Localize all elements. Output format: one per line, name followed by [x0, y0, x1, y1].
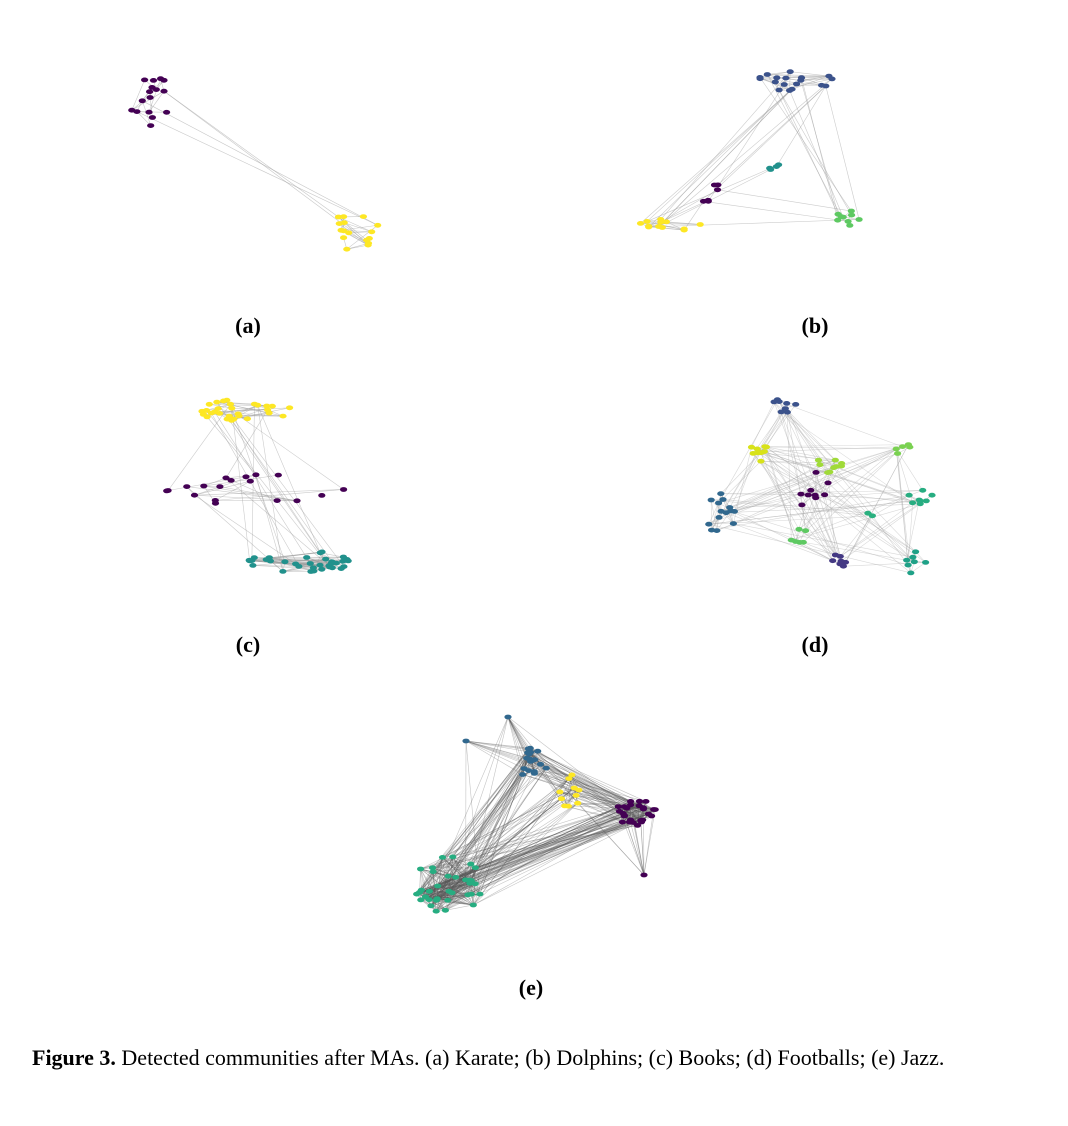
network-node [206, 402, 213, 407]
network-node [449, 855, 456, 860]
network-node [368, 229, 375, 234]
network-node [756, 75, 763, 80]
network-node [782, 76, 789, 81]
network-node [341, 220, 348, 225]
network-node [834, 218, 841, 223]
network-node [448, 890, 455, 895]
network-node [556, 790, 563, 795]
network-node [526, 757, 533, 762]
network-node [543, 766, 550, 771]
network-node [812, 495, 819, 500]
karate-network-graph [0, 0, 534, 300]
network-node [467, 862, 474, 867]
network-node [645, 812, 652, 817]
network-node [525, 768, 532, 773]
network-node [838, 559, 845, 564]
network-node [228, 406, 235, 411]
network-node [208, 411, 215, 416]
network-node [281, 559, 288, 564]
network-node [705, 522, 712, 527]
network-node [700, 199, 707, 204]
network-node [525, 746, 532, 751]
network-node [444, 898, 451, 903]
jazz-network-graph [300, 700, 768, 950]
network-node [413, 892, 420, 897]
network-node [727, 509, 734, 514]
network-node [242, 474, 249, 479]
network-node [795, 527, 802, 532]
network-node [318, 567, 325, 572]
network-node [339, 559, 346, 564]
network-node [340, 487, 347, 492]
network-node [821, 492, 828, 497]
network-node [213, 400, 220, 405]
network-node [805, 493, 812, 498]
network-node [472, 881, 479, 886]
network-node [812, 470, 819, 475]
network-node [781, 82, 788, 87]
network-node [840, 564, 847, 569]
network-node [829, 558, 836, 563]
network-node [856, 217, 863, 222]
network-node [519, 772, 526, 777]
network-node [163, 489, 170, 494]
network-node [757, 459, 764, 464]
network-node [787, 69, 794, 74]
network-node [191, 493, 198, 498]
network-node [247, 479, 254, 484]
network-node [905, 563, 912, 568]
network-node [771, 400, 778, 405]
network-node [141, 78, 148, 83]
panel-e-label: (e) [518, 975, 544, 1000]
network-node [792, 539, 799, 544]
network-node [235, 414, 242, 419]
network-node [761, 449, 768, 454]
network-node [433, 909, 440, 914]
network-node [163, 110, 170, 115]
network-node [645, 224, 652, 229]
network-node [365, 243, 372, 248]
network-node [776, 88, 783, 93]
network-node [183, 484, 190, 489]
network-node [837, 554, 844, 559]
network-node [708, 528, 715, 533]
network-node [797, 492, 804, 497]
network-node [637, 221, 644, 226]
network-edges [417, 717, 655, 911]
network-node [864, 511, 871, 516]
network-node [775, 162, 782, 167]
panel-b-label: (b) [801, 313, 829, 338]
network-node [537, 762, 544, 767]
network-node [303, 555, 310, 560]
network-node [286, 405, 293, 410]
panel-c-label: (c) [235, 632, 261, 657]
network-node [251, 402, 258, 407]
network-node [824, 481, 831, 486]
network-node [307, 561, 314, 566]
network-node [830, 465, 837, 470]
network-node [418, 888, 425, 893]
network-node [249, 563, 256, 568]
network-node [652, 807, 659, 812]
network-node [338, 566, 345, 571]
network-node [340, 555, 347, 560]
network-node [340, 228, 347, 233]
figure-caption-text: Detected communities after MAs. (a) Karate; (b) Dolphins; (c) Books; (d) Footballs; (e) Jazz. [115, 1045, 945, 1070]
network-node [909, 500, 916, 505]
network-node [903, 558, 910, 563]
network-node [642, 799, 649, 804]
network-node [293, 498, 300, 503]
network-node [310, 565, 317, 570]
dolphins-network-graph [534, 0, 1068, 300]
network-node [681, 227, 688, 232]
network-node [227, 402, 234, 407]
network-node [802, 528, 809, 533]
network-node [909, 555, 916, 560]
network-node [360, 214, 367, 219]
network-node [417, 867, 424, 872]
network-node [504, 715, 511, 720]
network-node [226, 414, 233, 419]
network-node [657, 220, 664, 225]
network-node [452, 875, 459, 880]
network-node [845, 219, 852, 224]
books-network-graph [0, 370, 534, 620]
network-node [279, 569, 286, 574]
network-node [279, 414, 286, 419]
network-node [793, 82, 800, 87]
network-node [464, 892, 471, 897]
network-node [912, 549, 919, 554]
network-node [146, 89, 153, 94]
network-node [363, 238, 370, 243]
network-node [462, 739, 469, 744]
network-node [832, 458, 839, 463]
network-node [264, 408, 271, 413]
network-node [322, 557, 329, 562]
network-node [816, 462, 823, 467]
network-node [427, 903, 434, 908]
network-node [215, 406, 222, 411]
panel-e-graph [300, 700, 768, 950]
network-node [422, 894, 429, 899]
network-node [619, 820, 626, 825]
network-node [848, 213, 855, 218]
network-node [434, 884, 441, 889]
network-node [374, 223, 381, 228]
network-node [317, 550, 324, 555]
network-node [340, 235, 347, 240]
network-node [786, 88, 793, 93]
network-nodes [163, 398, 352, 574]
figure-caption [32, 1040, 1028, 1076]
network-node [807, 488, 814, 493]
network-node [708, 498, 715, 503]
network-node [818, 83, 825, 88]
network-edges [641, 72, 860, 230]
network-node [430, 869, 437, 874]
network-edges [709, 400, 932, 573]
network-node [848, 209, 855, 214]
network-node [792, 402, 799, 407]
network-node [274, 498, 281, 503]
network-node [919, 488, 926, 493]
network-node [659, 225, 666, 230]
network-node [636, 799, 643, 804]
network-node [439, 855, 446, 860]
network-node [894, 451, 901, 456]
network-node [476, 892, 483, 897]
network-node [220, 399, 227, 404]
network-node [730, 521, 737, 526]
network-node [275, 473, 282, 478]
network-node [470, 903, 477, 908]
network-node [329, 565, 336, 570]
network-node [767, 167, 774, 172]
network-node [782, 406, 789, 411]
network-node [630, 820, 637, 825]
network-node [824, 470, 831, 475]
network-node [922, 560, 929, 565]
network-node [828, 77, 835, 82]
network-node [574, 801, 581, 806]
network-node [715, 515, 722, 520]
network-node [340, 214, 347, 219]
network-node [643, 219, 650, 224]
network-node [466, 878, 473, 883]
network-node [558, 796, 565, 801]
network-node [815, 458, 822, 463]
panel-d-label: (d) [801, 632, 829, 657]
panel-a-graph [0, 0, 534, 300]
network-node [893, 447, 900, 452]
network-node [800, 540, 807, 545]
network-node [640, 873, 647, 878]
network-node [573, 793, 580, 798]
network-node [620, 811, 627, 816]
network-node [773, 75, 780, 80]
network-node [715, 501, 722, 506]
network-node [204, 415, 211, 420]
network-node [717, 491, 724, 496]
network-node [526, 750, 533, 755]
network-node [783, 401, 790, 406]
network-node [754, 450, 761, 455]
network-node [295, 564, 302, 569]
panel-a-label: (a) [235, 313, 261, 338]
network-node [911, 559, 918, 564]
network-node [798, 503, 805, 508]
network-node [445, 874, 452, 879]
network-node [561, 804, 568, 809]
network-node [907, 571, 914, 576]
network-node [565, 776, 572, 781]
network-node [212, 498, 219, 503]
network-node [147, 95, 154, 100]
network-node [157, 76, 164, 81]
figure-caption-label: Figure 3. [32, 1045, 116, 1070]
network-node [228, 478, 235, 483]
network-node [328, 561, 335, 566]
network-node [714, 187, 721, 192]
network-node [216, 411, 223, 416]
panel-b-graph [534, 0, 1068, 300]
network-node [623, 806, 630, 811]
network-node [697, 222, 704, 227]
network-node [160, 89, 167, 94]
panel-d-graph [534, 370, 1068, 620]
network-node [763, 445, 770, 450]
network-node [764, 72, 771, 77]
network-node [627, 799, 634, 804]
network-node [640, 805, 647, 810]
network-node [343, 247, 350, 252]
network-node [534, 749, 541, 754]
network-node [772, 80, 779, 85]
network-node [150, 78, 157, 83]
network-node [472, 865, 479, 870]
network-node [145, 110, 152, 115]
network-edges [168, 400, 348, 571]
network-node [928, 493, 935, 498]
network-node [923, 499, 930, 504]
footballs-network-graph [534, 370, 1068, 620]
network-node [442, 908, 449, 913]
network-node [571, 786, 578, 791]
network-node [318, 493, 325, 498]
network-node [905, 442, 912, 447]
panel-c-graph [0, 370, 534, 620]
network-node [139, 98, 146, 103]
network-node [434, 896, 441, 901]
network-node [147, 123, 154, 128]
network-node [638, 820, 645, 825]
network-node [246, 558, 253, 563]
network-node [200, 484, 207, 489]
network-node [149, 115, 156, 120]
network-node [316, 563, 323, 568]
network-node [252, 472, 259, 477]
network-node [133, 109, 140, 114]
network-node [266, 555, 273, 560]
network-node [216, 484, 223, 489]
network-node [244, 416, 251, 421]
network-node [426, 889, 433, 894]
network-node [917, 501, 924, 506]
network-node [906, 493, 913, 498]
network-node [153, 87, 160, 92]
network-node [711, 183, 718, 188]
